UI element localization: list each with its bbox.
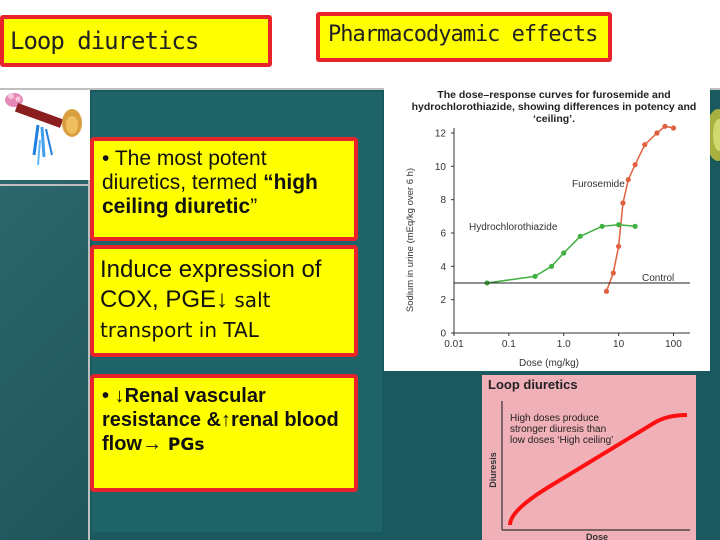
- box3-text-a: Renal vascular resistance &: [102, 385, 266, 431]
- kidney-diuretic-icon: [0, 85, 90, 185]
- loop-x-label: Dose: [585, 532, 609, 540]
- furosemide-point: [662, 124, 667, 129]
- bullet: •: [102, 147, 110, 170]
- title-left-text: Loop diuretics: [10, 27, 199, 55]
- bullet: •: [102, 385, 110, 407]
- title-pharmacodynamic-effects: [316, 12, 612, 62]
- box3-text-b: renal blood flow: [102, 409, 339, 455]
- hydrochlorothiazide-point: [599, 224, 604, 229]
- hydrochlorothiazide-point: [616, 222, 621, 227]
- cox-textbox: [90, 245, 358, 357]
- y-axis-label: Sodium in urine (mEq/kg over 6 h): [405, 167, 416, 313]
- furosemide-label: Furosemide: [572, 179, 625, 190]
- chart-axes: [435, 128, 690, 350]
- hydrochlorothiazide-point: [549, 264, 554, 269]
- y-tick-label: 12: [434, 128, 446, 140]
- loop-card-svg: [482, 375, 696, 540]
- hydrochlorothiazide-point: [532, 274, 537, 279]
- hydrochlorothiazide-point: [561, 250, 566, 255]
- y-tick-label: 4: [440, 261, 446, 273]
- box3-text-c: PGs: [162, 435, 205, 455]
- right-arrow: →: [142, 433, 162, 455]
- box1-text-plain: The most potent diuretics, termed: [102, 147, 267, 194]
- dose-chart-svg: [384, 85, 710, 371]
- renal-flow-textbox: [90, 374, 358, 492]
- x-axis-label: Dose (mg/kg): [518, 358, 580, 369]
- loop-card-note: High doses produce stronger diuresis than low doses ‘High ceiling’: [510, 413, 614, 446]
- furosemide-point: [620, 200, 625, 205]
- furosemide-point: [604, 289, 609, 294]
- furosemide-line: [606, 126, 673, 291]
- x-tick-label: 1.0: [556, 339, 571, 350]
- loop-card-title: Loop diuretics: [488, 377, 578, 392]
- y-tick-label: 10: [434, 161, 446, 173]
- loop-dose-curve: [510, 415, 687, 525]
- hct-label: Hydrochlorothiazide: [469, 222, 558, 233]
- box2-line1: Induce expression of COX, PGE: [100, 256, 322, 313]
- up-arrow: ↑: [220, 409, 231, 431]
- dose-response-chart: [384, 85, 710, 371]
- furosemide-point: [633, 162, 638, 167]
- furosemide-point: [611, 270, 616, 275]
- box1-text-emphasis: “high ceiling diuretic: [102, 171, 318, 218]
- furosemide-point: [626, 177, 631, 182]
- y-tick-label: 0: [440, 328, 446, 340]
- furosemide-point: [642, 142, 647, 147]
- chart-caption: The dose–response curves for furosemide and hydrochlorothiazide, showing differences in potency and ‘ceiling’.: [411, 89, 697, 125]
- control-label: Control: [642, 273, 675, 284]
- y-tick-label: 2: [440, 295, 446, 307]
- down-arrow: ↓: [216, 286, 229, 313]
- hydrochlorothiazide-point: [578, 234, 583, 239]
- furosemide-point: [654, 130, 659, 135]
- loop-y-label: Diuresis: [488, 452, 498, 488]
- hydrochlorothiazide-point: [633, 224, 638, 229]
- furosemide-point: [616, 244, 621, 249]
- x-tick-label: 0.01: [444, 339, 464, 350]
- furosemide-point: [671, 125, 676, 130]
- potency-textbox: [90, 137, 358, 241]
- box2-line2: salt transport in TAL: [100, 288, 271, 342]
- x-tick-label: 10: [613, 339, 625, 350]
- y-tick-label: 6: [440, 228, 446, 240]
- box1-text-close: ”: [250, 195, 258, 218]
- chart-marks: [454, 124, 690, 294]
- title-right-text: Pharmacodyamic effects: [328, 22, 598, 47]
- loop-diuretics-diagram: [482, 375, 696, 540]
- y-tick-label: 8: [440, 195, 446, 207]
- x-tick-label: 100: [665, 339, 682, 350]
- down-arrow: ↓: [114, 385, 125, 407]
- title-loop-diuretics: [0, 15, 272, 67]
- x-tick-label: 0.1: [501, 339, 516, 350]
